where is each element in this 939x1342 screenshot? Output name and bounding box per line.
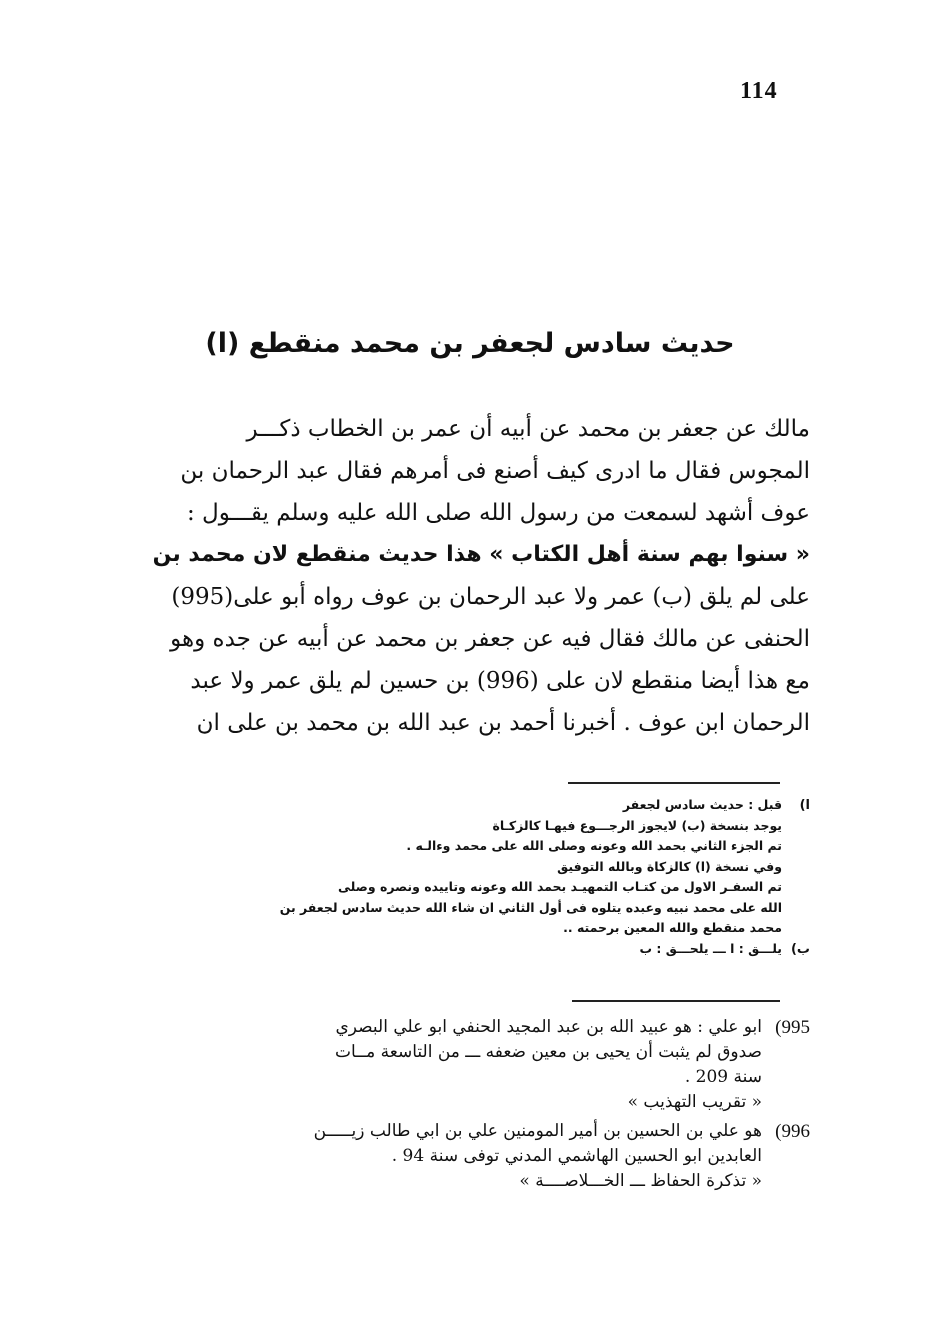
main-text	[142, 408, 810, 744]
footnote-marker: 995)	[775, 1017, 810, 1038]
footnote-divider	[568, 782, 780, 784]
footnote-line: صدوق لم يثبت أن يحيى بن معين ضعفه ـــ من التاسعة مــات	[334, 1042, 762, 1062]
footnote-line: « تقريب التهذيب »	[627, 1092, 762, 1112]
footnote-marker: ب)	[790, 941, 810, 957]
footnote-line: « تذكرة الحفاظ ـــ الخـــلاصــــة »	[519, 1171, 762, 1191]
footnote-marker: 996)	[775, 1121, 810, 1142]
footnote-line: وفي نسخة (ا) كالزكاة وبالله التوفيق	[557, 858, 782, 874]
text-line: الحنفى عن مالك فقال فيه عن جعفر بن محمد عن أبيه عن جده وهو	[170, 626, 810, 652]
variant-footnotes	[150, 795, 810, 961]
footnote-divider	[572, 1000, 780, 1002]
footnote	[150, 939, 810, 961]
biography-footnotes	[150, 1015, 810, 1198]
footnote-line: قبل : حديث سادس لجعفر	[622, 797, 782, 812]
footnote-line: سنة 209 .	[684, 1067, 762, 1087]
text-line: « سنوا بهم سنة أهل الكتاب » هذا حديث منقطع لان محمد بن	[152, 542, 810, 567]
footnote-line: يلـــق : ا ـــ يلحـــق : ب	[639, 940, 782, 956]
text-line: مالك عن جعفر بن محمد عن أبيه أن عمر بن الخطاب ذكـــر	[246, 416, 810, 442]
footnote	[150, 795, 810, 939]
biography-note	[150, 1119, 810, 1194]
footnote-line: تم السفـر الاول من كتـاب التمهيـد بحمد الله وعونه وتاييده ونصره وصلى	[338, 879, 782, 894]
page-title: حديث سادس لجعفر بن محمد منقطع (ا)	[205, 328, 735, 359]
text-line: مع هذا أيضا منقطع لان على (996) بن حسين لم يلق عمر ولا عبد	[190, 668, 810, 694]
footnote-line: يوجد بنسخة (ب) لايجوز الرجـــوع فيهـا كالزكـاة	[492, 817, 782, 833]
biography-note	[150, 1015, 810, 1115]
footnote-line: الله على محمد نبيه وعبده يتلوه فى أول الثاني ان شاء الله حديث سادس لجعفر بن	[279, 899, 782, 915]
page-number: 114	[740, 78, 778, 104]
footnote-marker: ا)	[799, 798, 810, 813]
text-line: المجوس فقال ما ادرى كيف أصنع فى أمرهم فقال عبد الرحمان بن	[180, 458, 810, 484]
footnote-line: هو علي بن الحسين بن أمير المومنين علي بن ابي طالب زيـــــن	[313, 1121, 762, 1141]
text-line: عوف أشهد لسمعت من رسول الله صلى الله عليه وسلم يقـــول :	[186, 500, 810, 526]
footnote-line: ابو علي : هو عبيد الله بن عبد المجيد الحنفي ابو علي البصري	[335, 1017, 762, 1037]
footnote-line: العابدين ابو الحسين الهاشمي المدني توفى سنة 94 .	[391, 1146, 762, 1166]
footnote-line: تم الجزء الثاني بحمد الله وعونه وصلى الله على محمد وءالـه .	[406, 838, 782, 853]
text-line: على لم يلق (ب) عمر ولا عبد الرحمان بن عوف رواه أبو على(995)	[171, 584, 810, 610]
footnote-line: محمد منقطع والله المعين برحمته ..	[563, 920, 782, 935]
text-line: الرحمان ابن عوف . أخبرنا أحمد بن عبد الله بن محمد بن على ان	[196, 710, 810, 736]
